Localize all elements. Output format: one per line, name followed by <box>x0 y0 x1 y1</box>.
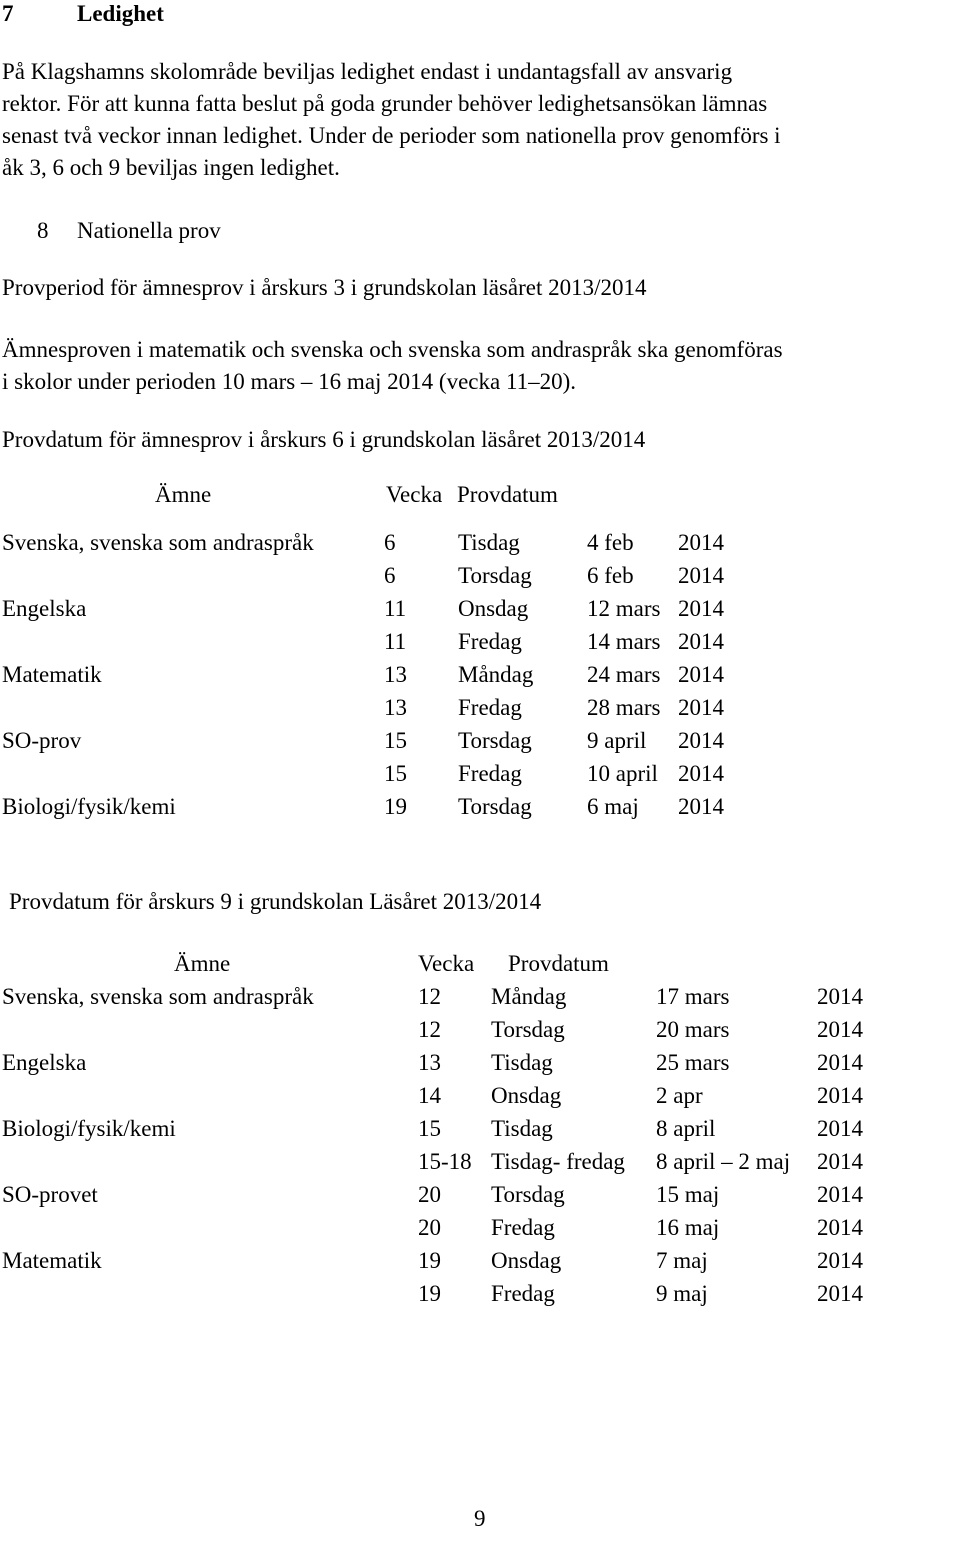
section-7-line: senast två veckor innan ledighet. Under de perioder som nationella prov genomförs i <box>2 123 781 148</box>
cell-date: 10 april <box>587 761 658 786</box>
cell-subject: Engelska <box>2 1050 87 1075</box>
grade-9-header-date: Provdatum <box>508 951 609 976</box>
grade-6-header-date: Provdatum <box>457 482 558 507</box>
cell-week: 11 <box>384 596 407 621</box>
cell-week: 11 <box>384 629 407 654</box>
cell-day: Fredag <box>491 1215 555 1240</box>
cell-day: Fredag <box>458 761 522 786</box>
cell-day: Tisdag <box>491 1116 553 1141</box>
cell-date: 6 maj <box>587 794 639 819</box>
cell-date: 8 april <box>656 1116 716 1141</box>
cell-year: 2014 <box>678 794 724 819</box>
cell-week: 13 <box>384 662 407 687</box>
cell-day: Fredag <box>458 695 522 720</box>
section-7-line: rektor. För att kunna fatta beslut på goda grunder behöver ledighetsansökan lämnas <box>2 91 768 116</box>
cell-subject: SO-prov <box>2 728 82 753</box>
cell-date: 2 apr <box>656 1083 703 1108</box>
cell-year: 2014 <box>817 1050 863 1075</box>
grade-6-header-week: Vecka <box>386 482 443 507</box>
cell-date: 17 mars <box>656 984 730 1009</box>
cell-date: 8 april – 2 maj <box>656 1149 791 1174</box>
cell-date: 14 mars <box>587 629 661 654</box>
cell-year: 2014 <box>817 1149 863 1174</box>
cell-day: Torsdag <box>491 1017 565 1042</box>
grade-9-heading: Provdatum för årskurs 9 i grundskolan Läsåret 2013/2014 <box>9 889 542 914</box>
section-8-heading: Nationella prov <box>77 218 221 243</box>
cell-date: 6 feb <box>587 563 634 588</box>
cell-date: 7 maj <box>656 1248 708 1273</box>
cell-year: 2014 <box>817 1215 863 1240</box>
cell-day: Tisdag- fredag <box>491 1149 625 1174</box>
section-7-paragraph <box>2 56 952 184</box>
cell-week: 6 <box>384 563 396 588</box>
cell-day: Onsdag <box>491 1248 562 1273</box>
cell-week: 19 <box>418 1248 441 1273</box>
cell-date: 12 mars <box>587 596 661 621</box>
cell-date: 20 mars <box>656 1017 730 1042</box>
cell-date: 24 mars <box>587 662 661 687</box>
section-8-number: 8 <box>37 218 49 243</box>
cell-day: Torsdag <box>458 794 532 819</box>
cell-year: 2014 <box>817 1017 863 1042</box>
cell-week: 20 <box>418 1215 441 1240</box>
page-number: 9 <box>474 1506 486 1531</box>
cell-year: 2014 <box>817 1281 863 1306</box>
cell-date: 9 april <box>587 728 647 753</box>
cell-day: Fredag <box>458 629 522 654</box>
cell-date: 15 maj <box>656 1182 720 1207</box>
grade-3-line: Ämnesproven i matematik och svenska och svenska som andraspråk ska genomföras <box>2 337 783 362</box>
cell-year: 2014 <box>817 1083 863 1108</box>
cell-week: 15 <box>384 728 407 753</box>
cell-day: Måndag <box>491 984 567 1009</box>
section-7-line: På Klagshamns skolområde beviljas ledighet endast i undantagsfall av ansvarig <box>2 59 733 84</box>
cell-date: 16 maj <box>656 1215 720 1240</box>
grade-6-header-subject: Ämne <box>155 482 212 507</box>
cell-week: 6 <box>384 530 396 555</box>
cell-date: 28 mars <box>587 695 661 720</box>
cell-subject: Biologi/fysik/kemi <box>2 794 176 819</box>
cell-week: 19 <box>418 1281 441 1306</box>
cell-subject: Svenska, svenska som andraspråk <box>2 530 314 555</box>
cell-week: 13 <box>418 1050 441 1075</box>
cell-year: 2014 <box>678 629 724 654</box>
cell-week: 12 <box>418 1017 441 1042</box>
cell-week: 13 <box>384 695 407 720</box>
cell-week: 12 <box>418 984 441 1009</box>
grade-3-line: i skolor under perioden 10 mars – 16 maj 2014 (vecka 11–20). <box>2 369 577 394</box>
cell-day: Torsdag <box>458 563 532 588</box>
cell-subject: Biologi/fysik/kemi <box>2 1116 176 1141</box>
section-7-line: åk 3, 6 och 9 beviljas ingen ledighet. <box>2 155 340 180</box>
cell-date: 25 mars <box>656 1050 730 1075</box>
cell-subject: Matematik <box>2 662 102 687</box>
grade-6-heading: Provdatum för ämnesprov i årskurs 6 i grundskolan läsåret 2013/2014 <box>2 427 646 452</box>
cell-year: 2014 <box>678 563 724 588</box>
section-7-number: 7 <box>2 1 14 26</box>
cell-week: 15-18 <box>418 1149 472 1174</box>
cell-day: Tisdag <box>458 530 520 555</box>
cell-day: Fredag <box>491 1281 555 1306</box>
cell-subject: Matematik <box>2 1248 102 1273</box>
cell-week: 19 <box>384 794 407 819</box>
cell-year: 2014 <box>678 530 724 555</box>
cell-day: Onsdag <box>491 1083 562 1108</box>
cell-year: 2014 <box>817 1248 863 1273</box>
cell-week: 15 <box>418 1116 441 1141</box>
cell-year: 2014 <box>678 728 724 753</box>
grade-9-header-subject: Ämne <box>174 951 231 976</box>
cell-week: 14 <box>418 1083 441 1108</box>
section-7-heading: Ledighet <box>77 1 164 26</box>
cell-day: Måndag <box>458 662 534 687</box>
grade-9-header-week: Vecka <box>418 951 475 976</box>
cell-year: 2014 <box>678 596 724 621</box>
cell-week: 15 <box>384 761 407 786</box>
cell-day: Tisdag <box>491 1050 553 1075</box>
cell-year: 2014 <box>678 695 724 720</box>
cell-year: 2014 <box>817 1116 863 1141</box>
cell-subject: Svenska, svenska som andraspråk <box>2 984 314 1009</box>
cell-day: Torsdag <box>491 1182 565 1207</box>
cell-subject: SO-provet <box>2 1182 98 1207</box>
cell-day: Torsdag <box>458 728 532 753</box>
cell-year: 2014 <box>817 984 863 1009</box>
cell-date: 4 feb <box>587 530 634 555</box>
cell-year: 2014 <box>678 662 724 687</box>
grade-3-paragraph <box>2 334 952 398</box>
cell-date: 9 maj <box>656 1281 708 1306</box>
cell-day: Onsdag <box>458 596 529 621</box>
cell-subject: Engelska <box>2 596 87 621</box>
cell-year: 2014 <box>678 761 724 786</box>
cell-week: 20 <box>418 1182 441 1207</box>
cell-year: 2014 <box>817 1182 863 1207</box>
grade-3-heading: Provperiod för ämnesprov i årskurs 3 i grundskolan läsåret 2013/2014 <box>2 275 647 300</box>
